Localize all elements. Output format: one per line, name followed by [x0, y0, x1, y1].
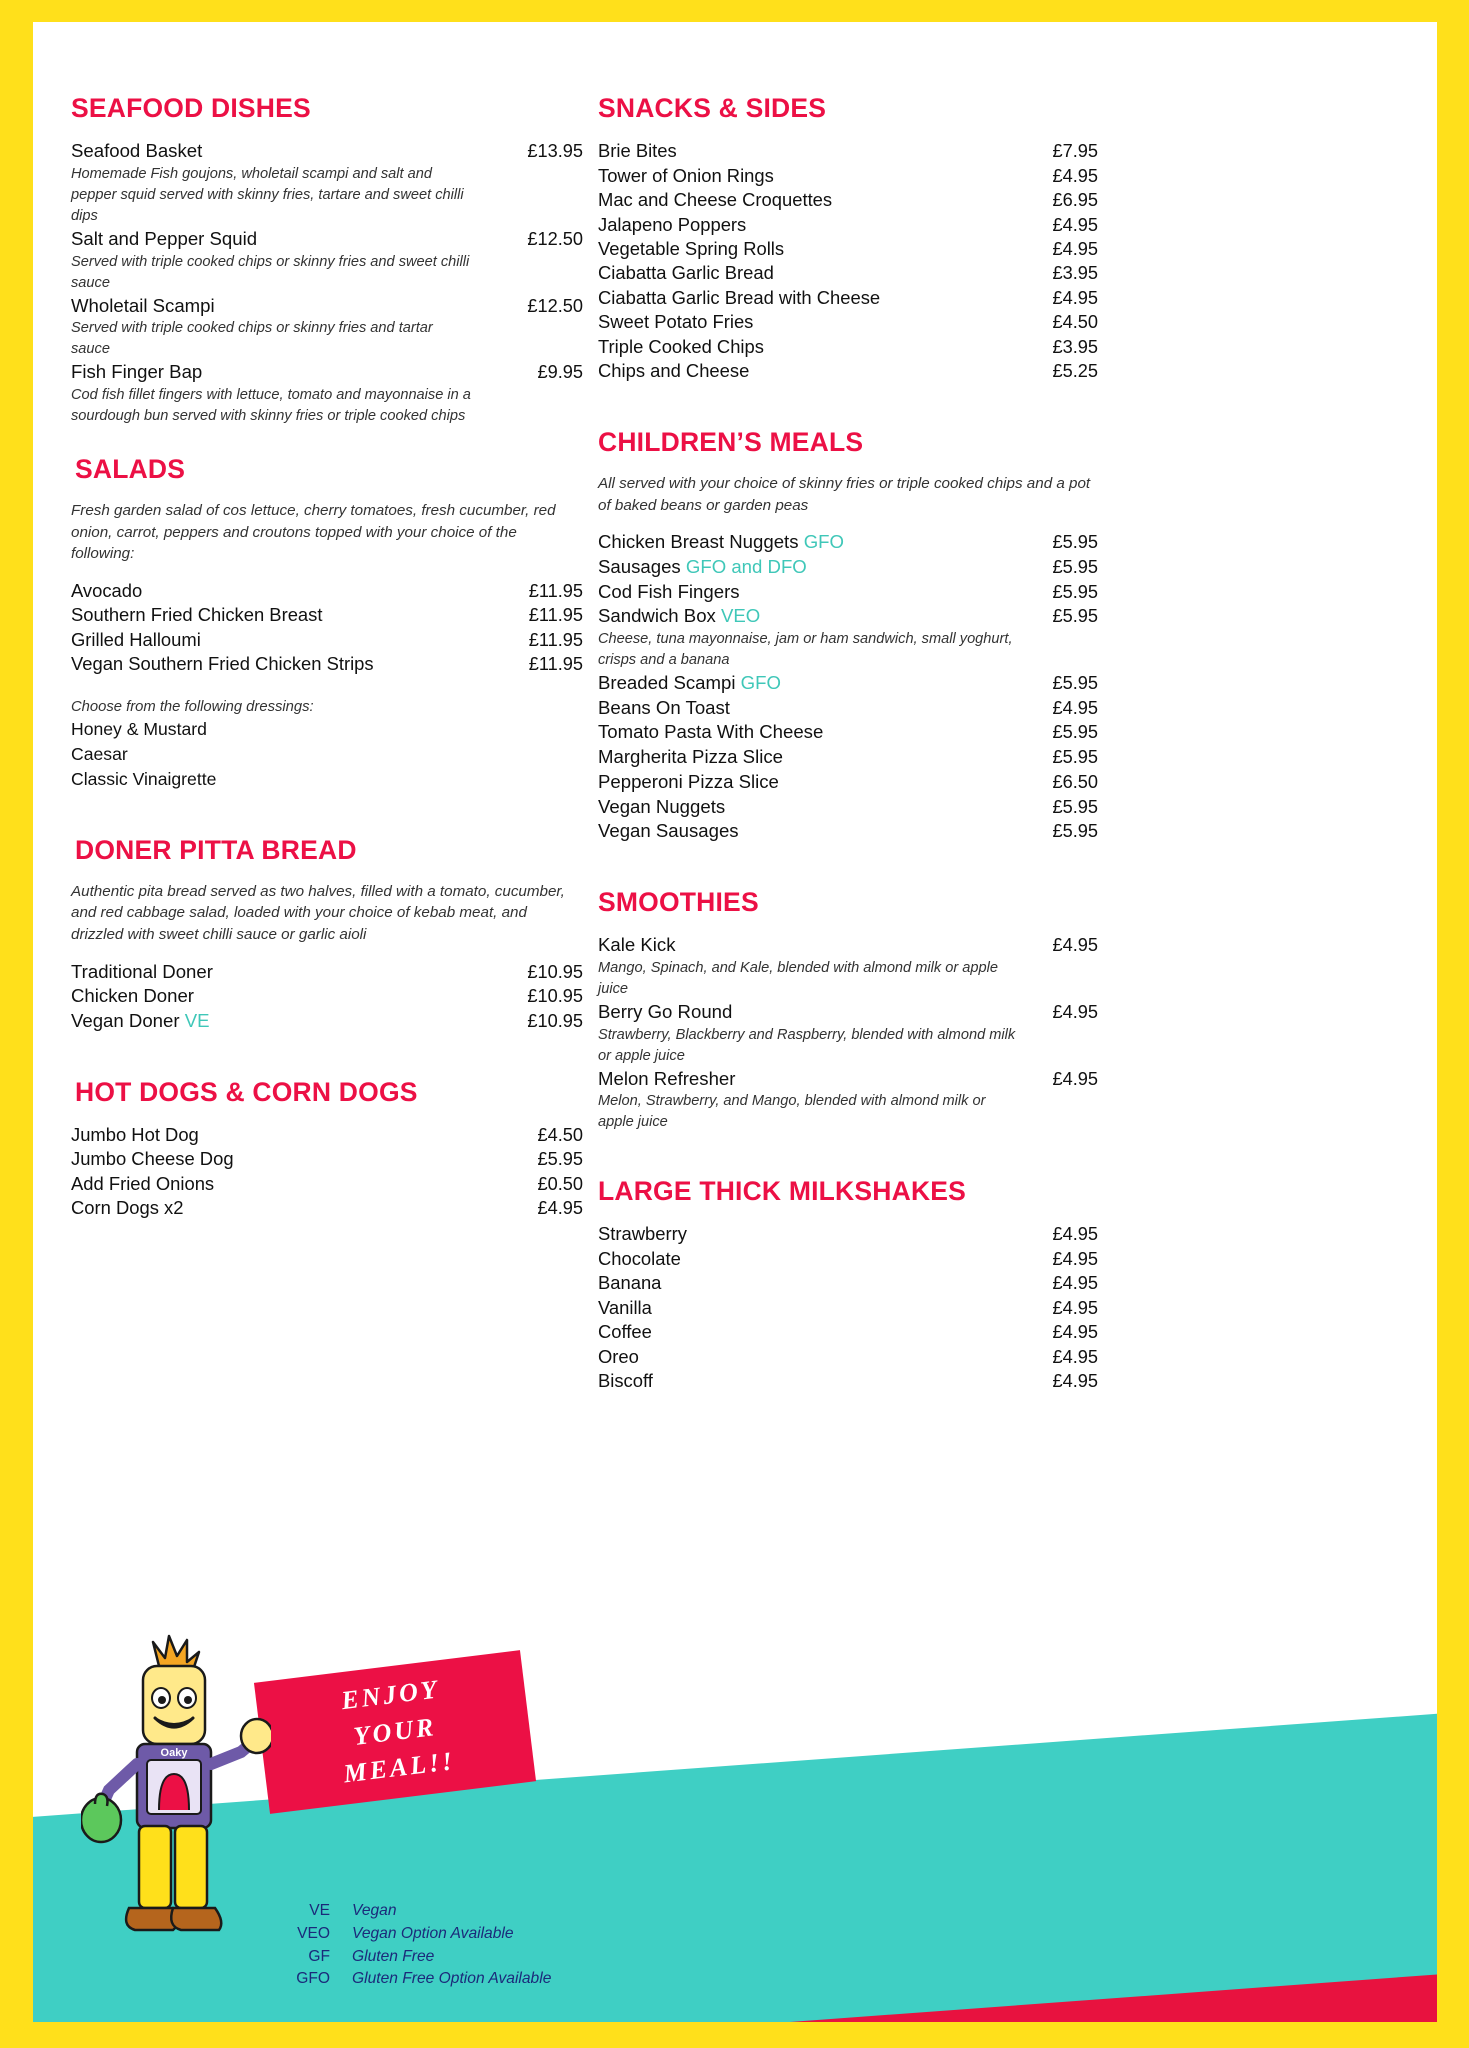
- item-name: Seafood Basket: [71, 140, 203, 162]
- item-price: £11.95: [528, 580, 583, 601]
- section-description: All served with your choice of skinny fries or triple cooked chips and a pot of baked beans or garden peas: [598, 474, 1091, 514]
- menu-sheet: [33, 22, 1437, 2022]
- item-name: Strawberry: [598, 1223, 687, 1245]
- menu-item-row[interactable]: [598, 1320, 1098, 1344]
- menu-item-row[interactable]: [71, 139, 583, 164]
- milkshakes-item-list: [598, 1222, 1098, 1393]
- menu-item-row[interactable]: [71, 1123, 583, 1147]
- item-price: £5.95: [537, 1149, 583, 1170]
- item-name: [598, 671, 781, 696]
- menu-item-row[interactable]: [598, 745, 1098, 770]
- item-name: Brie Bites: [598, 140, 677, 162]
- section-doner: [71, 836, 583, 1034]
- item-name: Add Fried Onions: [71, 1172, 215, 1194]
- menu-item-row[interactable]: [71, 294, 583, 319]
- dietary-legend: [288, 1900, 551, 1991]
- menu-item-row[interactable]: [598, 310, 1098, 334]
- menu-item-row[interactable]: [598, 1369, 1098, 1393]
- item-name-text: Chicken Doner: [71, 985, 194, 1007]
- item-price: £4.95: [1052, 1001, 1098, 1022]
- legend-description: Gluten Free Option Available: [352, 1970, 552, 1988]
- diet-tag: VE: [184, 1009, 210, 1031]
- item-price: £13.95: [527, 141, 583, 162]
- section-salads: [71, 455, 583, 792]
- spacer: [71, 433, 583, 455]
- menu-item-row[interactable]: [71, 1196, 583, 1220]
- diet-tag: VEO: [721, 605, 761, 627]
- spacer: [598, 390, 1098, 428]
- item-name: Salt and Pepper Squid: [71, 227, 258, 249]
- menu-item-row[interactable]: [598, 286, 1098, 310]
- dressings-label: Choose from the following dressings:: [71, 698, 314, 715]
- item-name: Grilled Halloumi: [71, 628, 201, 650]
- section-title-milkshakes: LARGE THICK MILKSHAKES: [598, 1176, 967, 1207]
- item-price: £4.95: [1052, 1273, 1098, 1294]
- spacer: [71, 1040, 583, 1078]
- item-description: Strawberry, Blackberry and Raspberry, blended with almond milk or apple juice: [598, 1026, 1016, 1064]
- menu-item-row[interactable]: [71, 652, 583, 676]
- item-price: £5.95: [1052, 532, 1098, 553]
- badge-line-3: MEAL!!: [342, 1746, 457, 1789]
- menu-item-row[interactable]: [598, 359, 1098, 383]
- item-price: £5.95: [1052, 556, 1098, 577]
- hotdogs-item-list: [71, 1123, 583, 1221]
- item-price: £4.95: [1052, 287, 1098, 308]
- menu-item-row[interactable]: [598, 1067, 1098, 1092]
- dressing-item: Caesar: [71, 743, 128, 764]
- item-name-text: Sandwich Box: [598, 605, 716, 627]
- section-title-children: CHILDREN’S MEALS: [598, 426, 864, 457]
- item-description: Cheese, tuna mayonnaise, jam or ham sandwich, small yoghurt, crisps and a banana: [598, 631, 1013, 668]
- menu-item-row[interactable]: [598, 237, 1098, 261]
- item-price: £10.95: [527, 1010, 583, 1031]
- menu-item-row[interactable]: [598, 933, 1098, 958]
- menu-item-row[interactable]: [598, 1296, 1098, 1320]
- item-name: Oreo: [598, 1345, 639, 1367]
- item-price: £5.95: [1052, 673, 1098, 693]
- badge-line-2: YOUR: [352, 1711, 438, 1751]
- item-name: Fish Finger Bap: [71, 361, 203, 383]
- section-title-hotdogs: HOT DOGS & CORN DOGS: [75, 1076, 418, 1107]
- section-title-seafood: SEAFOOD DISHES: [71, 93, 311, 123]
- item-name: Jalapeno Poppers: [598, 213, 747, 235]
- item-price: £5.25: [1052, 361, 1098, 382]
- item-name: Sweet Potato Fries: [598, 311, 754, 333]
- legend-row: [288, 1923, 551, 1946]
- menu-item-row[interactable]: [71, 960, 583, 985]
- diet-tag: GFO and DFO: [685, 555, 807, 577]
- item-name: [71, 1009, 210, 1034]
- menu-item-row[interactable]: [71, 1009, 583, 1034]
- item-price: £5.95: [1052, 606, 1098, 627]
- menu-item-row[interactable]: [71, 603, 583, 627]
- item-price: £4.95: [1052, 1224, 1098, 1245]
- menu-item-row[interactable]: [598, 819, 1098, 844]
- dressing-item: Honey & Mustard: [71, 718, 207, 739]
- item-name: Coffee: [598, 1321, 652, 1343]
- item-price: £5.95: [1052, 581, 1098, 602]
- menu-item-row[interactable]: [71, 227, 583, 252]
- item-description: Melon, Strawberry, and Mango, blended with almond milk or apple juice: [598, 1093, 986, 1131]
- item-name: Kale Kick: [598, 934, 676, 956]
- menu-item-row[interactable]: [598, 770, 1098, 795]
- menu-item-row[interactable]: [598, 1345, 1098, 1369]
- item-name: Tomato Pasta With Cheese: [598, 721, 824, 743]
- section-title-snacks: SNACKS & SIDES: [598, 93, 827, 123]
- spacer: [598, 850, 1098, 888]
- item-name: Margherita Pizza Slice: [598, 746, 783, 768]
- menu-item-row[interactable]: [598, 530, 1098, 555]
- item-price: £10.95: [527, 986, 583, 1007]
- item-price: £3.95: [1052, 263, 1098, 284]
- item-price: £5.95: [1052, 821, 1098, 842]
- dressing-item: Classic Vinaigrette: [71, 768, 217, 789]
- menu-item-row[interactable]: [598, 213, 1098, 237]
- item-name-text: Traditional Doner: [71, 960, 213, 982]
- item-price: £5.95: [1052, 722, 1098, 743]
- section-description: Fresh garden salad of cos lettuce, cherry tomatoes, fresh cucumber, red onion, carrot, peppers and croutons topped with your choice of the following:: [71, 502, 556, 563]
- item-price: £10.95: [527, 961, 583, 982]
- item-price: £4.95: [1052, 239, 1098, 260]
- item-name: Pepperoni Pizza Slice: [598, 770, 779, 792]
- menu-item-row[interactable]: [598, 580, 1098, 605]
- badge-line-1: ENJOY: [339, 1674, 442, 1715]
- menu-item-row[interactable]: [598, 696, 1098, 721]
- salads-item-list: [71, 579, 583, 677]
- item-price: £5.95: [1052, 747, 1098, 768]
- item-name: Vegan Sausages: [598, 820, 739, 842]
- menu-item-row[interactable]: [598, 795, 1098, 820]
- item-name: Triple Cooked Chips: [598, 335, 764, 357]
- section-seafood: [71, 94, 583, 427]
- menu-item-row[interactable]: [71, 579, 583, 603]
- legend-description: Vegan: [352, 1902, 397, 1919]
- item-price: £4.95: [537, 1198, 583, 1219]
- section-hotdogs: [71, 1078, 583, 1221]
- item-name: Ciabatta Garlic Bread with Cheese: [598, 286, 881, 308]
- section-title-doner: DONER PITTA BREAD: [75, 834, 357, 865]
- item-name: Corn Dogs x2: [71, 1197, 184, 1219]
- menu-item-row[interactable]: [71, 984, 583, 1009]
- item-price: £4.95: [1052, 1068, 1098, 1089]
- item-description: Served with triple cooked chips or skinny fries and sweet chilli sauce: [71, 253, 470, 291]
- section-children: [598, 428, 1098, 844]
- item-name: [598, 604, 760, 629]
- item-price: £4.95: [1052, 935, 1098, 956]
- item-price: £5.95: [1052, 796, 1098, 817]
- item-price: £4.95: [1052, 1371, 1098, 1392]
- item-name: [71, 984, 194, 1009]
- menu-item-row[interactable]: [598, 1000, 1098, 1025]
- right-column: [598, 94, 1098, 1400]
- item-price: £6.50: [1052, 771, 1098, 792]
- menu-item-row[interactable]: [598, 1222, 1098, 1246]
- menu-item-row[interactable]: [598, 671, 1098, 696]
- dressings-list: [71, 717, 583, 792]
- item-name: Vanilla: [598, 1296, 652, 1318]
- spacer: [71, 798, 583, 836]
- item-name-text: Breaded Scampi: [598, 672, 736, 693]
- item-price: £4.95: [1052, 1248, 1098, 1269]
- legend-description: Gluten Free: [352, 1947, 435, 1965]
- item-name: Mac and Cheese Croquettes: [598, 189, 833, 211]
- menu-item-row[interactable]: [71, 628, 583, 652]
- item-price: £11.95: [528, 629, 583, 650]
- item-price: £3.95: [1052, 336, 1098, 357]
- item-price: £6.95: [1052, 190, 1098, 211]
- item-name: Jumbo Cheese Dog: [71, 1148, 234, 1170]
- item-name: Vegan Southern Fried Chicken Strips: [71, 653, 374, 675]
- item-name: [598, 580, 740, 605]
- item-price: £11.95: [528, 605, 583, 626]
- item-name-text: Sausages: [598, 555, 681, 577]
- item-name: [598, 530, 844, 555]
- menu-item-row[interactable]: [598, 1271, 1098, 1295]
- spacer: [71, 677, 583, 699]
- item-price: £11.95: [528, 654, 583, 675]
- item-description: Cod fish fillet fingers with lettuce, tomato and mayonnaise in a sourdough bun served with skinny fries or triple cooked chips: [71, 387, 471, 425]
- item-description: Served with triple cooked chips or skinny fries and tartar sauce: [71, 320, 433, 358]
- item-name: Wholetail Scampi: [71, 294, 215, 316]
- menu-item-row[interactable]: [598, 164, 1098, 188]
- left-column: [71, 94, 583, 1227]
- legend-row: [288, 1900, 551, 1923]
- section-smoothies: [598, 888, 1098, 1133]
- snacks-item-list: [598, 139, 1098, 384]
- item-price: £12.50: [527, 295, 583, 316]
- menu-item-row[interactable]: [71, 1172, 583, 1196]
- item-name-text: Chicken Breast Nuggets: [598, 531, 799, 553]
- item-price: £7.95: [1052, 141, 1098, 162]
- item-name: Banana: [598, 1272, 662, 1294]
- menu-item-row[interactable]: [598, 261, 1098, 285]
- menu-item-row[interactable]: [598, 604, 1098, 629]
- spacer: [598, 1139, 1098, 1177]
- item-name: Vegan Nuggets: [598, 795, 726, 817]
- item-price: £4.95: [1052, 1322, 1098, 1343]
- item-name: Biscoff: [598, 1370, 653, 1392]
- item-name: Ciabatta Garlic Bread: [598, 262, 774, 284]
- menu-item-row[interactable]: [71, 360, 583, 385]
- legend-description: Vegan Option Available: [352, 1924, 514, 1942]
- item-price: £4.95: [1052, 214, 1098, 235]
- item-price: £12.50: [527, 228, 583, 249]
- menu-item-row[interactable]: [598, 139, 1098, 163]
- legend-code: VEO: [297, 1924, 330, 1942]
- section-title-salads: SALADS: [75, 454, 186, 485]
- item-price: £9.95: [537, 362, 583, 383]
- item-price: £0.50: [537, 1173, 583, 1194]
- menu-item-row[interactable]: [598, 720, 1098, 745]
- item-price: £4.50: [1052, 312, 1098, 333]
- item-name: Avocado: [71, 579, 143, 601]
- menu-item-row[interactable]: [71, 1147, 583, 1171]
- item-name: Beans On Toast: [598, 696, 730, 718]
- item-price: £4.50: [537, 1124, 583, 1145]
- legend-code: VE: [309, 1902, 330, 1919]
- item-price: £4.95: [1052, 1346, 1098, 1367]
- item-description: Mango, Spinach, and Kale, blended with almond milk or apple juice: [598, 959, 998, 997]
- section-title-smoothies: SMOOTHIES: [598, 887, 759, 918]
- item-name: Melon Refresher: [598, 1067, 736, 1089]
- item-name: Chips and Cheese: [598, 360, 750, 382]
- legend-code: GFO: [296, 1970, 330, 1988]
- item-name: [71, 960, 213, 985]
- item-name: Chocolate: [598, 1247, 681, 1269]
- item-price: £4.95: [1052, 165, 1098, 186]
- item-name-text: Vegan Doner: [71, 1009, 180, 1031]
- item-name: Vegetable Spring Rolls: [598, 238, 785, 260]
- diet-tag: GFO: [803, 531, 844, 553]
- legend-row: [288, 1946, 551, 1969]
- item-name-text: Cod Fish Fingers: [598, 580, 740, 602]
- menu-item-row[interactable]: [598, 1247, 1098, 1271]
- menu-item-row[interactable]: [598, 335, 1098, 359]
- item-name: Berry Go Round: [598, 1000, 733, 1022]
- diet-tag: GFO: [740, 672, 781, 693]
- menu-item-row[interactable]: [598, 555, 1098, 580]
- menu-content: [33, 22, 1437, 2022]
- svg-text:Oaky: Oaky: [160, 1747, 188, 1759]
- menu-item-row[interactable]: [598, 188, 1098, 212]
- item-description: Homemade Fish goujons, wholetail scampi and salt and pepper squid served with skinny fries, tartare and sweet chilli dips: [71, 165, 464, 224]
- item-name: Tower of Onion Rings: [598, 164, 774, 186]
- section-snacks: [598, 94, 1098, 384]
- section-milkshakes: [598, 1177, 1098, 1393]
- enjoy-your-meal-badge: [254, 1650, 536, 1814]
- legend-row: [288, 1968, 551, 1991]
- item-name: [598, 555, 807, 580]
- item-name: Southern Fried Chicken Breast: [71, 604, 323, 626]
- legend-code: GF: [308, 1947, 330, 1965]
- item-price: £4.95: [1052, 1297, 1098, 1318]
- item-name: Jumbo Hot Dog: [71, 1123, 199, 1145]
- section-description: Authentic pita bread served as two halves, filled with a tomato, cucumber, and red cabbage salad, loaded with your choice of kebab meat, and drizzled with sweet chilli sauce or garlic aioli: [71, 882, 565, 943]
- mascot-character-icon: [81, 1634, 271, 1974]
- item-price: £4.95: [1052, 697, 1098, 718]
